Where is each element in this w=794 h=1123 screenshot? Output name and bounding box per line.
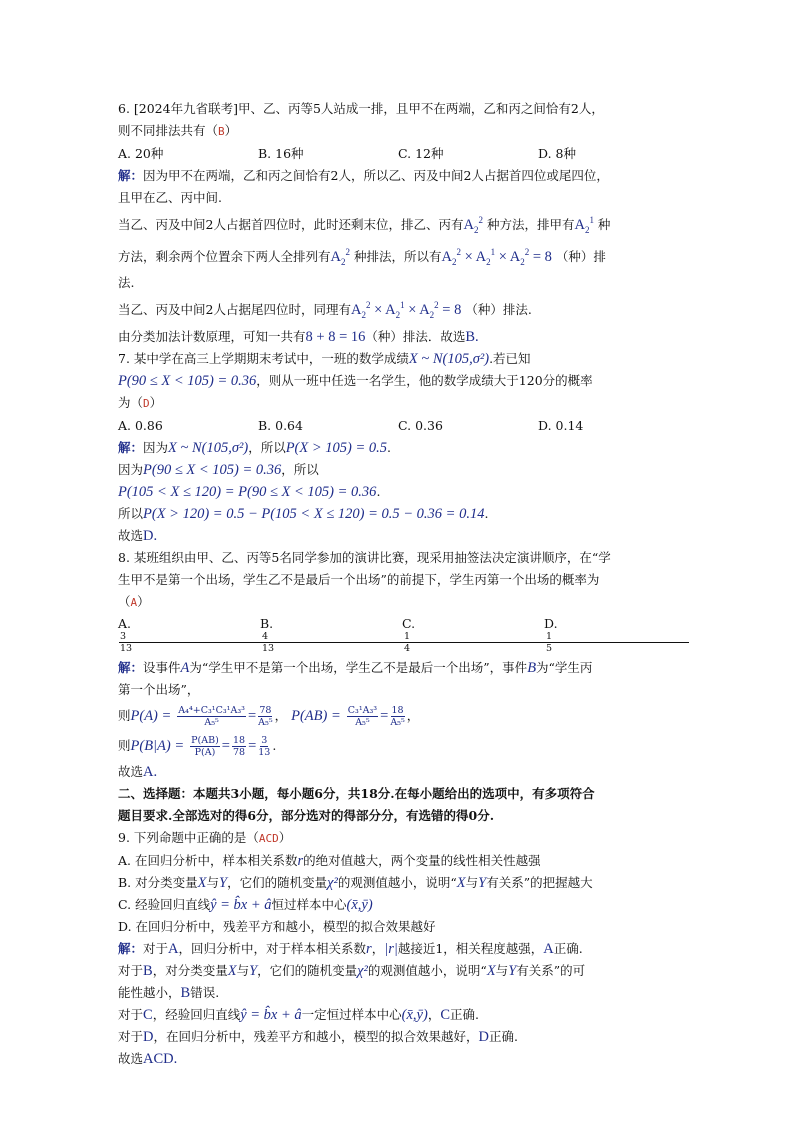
q6-stem: 6. [2024年九省联考]甲、乙、丙等5人站成一排，且甲不在两端，乙和丙之间恰有2人， <box>118 101 604 116</box>
q6-option-a: A. 20种 <box>118 146 164 161</box>
q6-stem-line2: 则不同排法共有（B） <box>118 123 238 138</box>
q8-option-b: B. $\frac{4}{13}$ <box>260 617 402 654</box>
q7-answer: D <box>143 397 150 411</box>
q8-solution-2: 第一个出场”， <box>118 682 200 698</box>
q7-stem-1: 7. 某中学在高三上学期期末考试中，一班的数学成绩X ~ N(105,σ²).若已知 <box>118 351 531 368</box>
q8-answer: A <box>130 596 138 610</box>
document-page <box>118 98 678 1070</box>
q9-solution-3: 能性越小，B错误. <box>118 985 220 1002</box>
q6-option-b: B. 16种 <box>258 146 304 161</box>
q6-solution-1: 解：因为甲不在两端，乙和丙之间恰有2人，所以乙、丙及中间2人占据首四位或尾四位， <box>118 168 609 183</box>
q7-solution-5: 故选D. <box>118 528 158 545</box>
q7-stem-2: P(90 ≤ X < 105) = 0.36，则从一班中任选一名学生，他的数学成绩大于120分的概率 <box>118 373 593 390</box>
q6-solution-2: 且甲在乙、丙中间. <box>118 190 222 205</box>
q8-option-a: A. $\frac{3}{13}$ <box>118 617 260 654</box>
q8-solution-5: 故选A. <box>118 764 158 781</box>
q6-solution-4: 方法，剩余两个位置余下两人全排列有$A_2^2$ 种排法，所以有$A_2^2 \times A_2^1 \times A_2^2 = 8$ （种）排 <box>118 246 606 267</box>
question-7 <box>118 348 678 547</box>
q7-options <box>118 415 678 437</box>
q8-solution-3: 则P(A) = $\frac{\text{A₄⁴+C₃¹C₃¹A₃³}}{\text{A₅⁵}}$ = $\frac{78}{\text{A₅⁵}}$ ， P(AB) = $\frac{\text{C₃¹A₃³}}{\text{A₅⁵}}$ = $\frac{18}{\text{A₅⁵}}$ ， <box>118 705 420 729</box>
q7-option-b: B. 0.64 <box>258 418 303 434</box>
q8-option-d: D. $\frac{1}{5}$ <box>544 617 686 654</box>
q9-option-b: B. 对分类变量X与Y，它们的随机变量χ²的观测值越小，说明“X与Y有关系”的把握越大 <box>118 875 593 892</box>
q7-solution-3: P(105 < X ≤ 120) = P(90 ≤ X < 105) = 0.36. <box>118 484 381 501</box>
q8-solution-4: 则P(B|A) = $\frac{P(AB)}{P(A)}$ = $\frac{18}{78}$ = $\frac{3}{13}$ . <box>118 735 277 759</box>
question-9 <box>118 827 678 1070</box>
q6-solution-3: 当乙、丙及中间2人占据首四位时，此时还剩末位，排乙、丙有$A_2^2$ 种方法，排甲有$A_2^1$ 种 <box>118 215 611 235</box>
q8-stem-2: 生甲不是第一个出场，学生乙不是最后一个出场”的前提下，学生丙第一个出场的概率为 <box>118 572 600 588</box>
q9-stem: 9. 下列命题中正确的是（ACD） <box>118 830 292 846</box>
q7-option-a: A. 0.86 <box>118 418 163 434</box>
q8-stem-3: （A） <box>118 594 150 610</box>
q7-solution-1: 解：因为X ~ N(105,σ²)，所以P(X > 105) = 0.5. <box>118 440 392 457</box>
q6-solution-5: 法. <box>118 275 135 291</box>
q9-solution-4: 对于C，经验回归直线ŷ = b̂x + â一定恒过样本中心(x̄,ȳ)，C正确. <box>118 1007 479 1024</box>
q9-solution-2: 对于B，对分类变量X与Y，它们的随机变量χ²的观测值越小，说明“X与Y有关系”的可 <box>118 963 586 980</box>
q6-options <box>118 143 678 165</box>
q9-solution-1: 解：对于A，回归分析中，对于样本相关系数r，|r|越接近1，相关程度越强，A正确. <box>118 941 583 958</box>
q9-option-d: D. 在回归分析中，残差平方和越小，模型的拟合效果越好 <box>118 919 436 935</box>
q7-stem-3: 为（D） <box>118 395 163 411</box>
q7-solution-4: 所以P(X > 120) = 0.5 − P(105 < X ≤ 120) = 0.5 − 0.36 = 0.14. <box>118 506 489 523</box>
q8-option-c: C. $\frac{1}{4}$ <box>402 617 544 654</box>
q7-option-c: C. 0.36 <box>398 418 443 434</box>
q9-option-c: C. 经验回归直线ŷ = b̂x + â恒过样本中心(x̄,ȳ) <box>118 897 373 914</box>
q9-answer: ACD <box>258 832 279 846</box>
q6-option-d: D. 8种 <box>538 146 576 161</box>
q8-options <box>118 614 678 657</box>
q9-option-a: A. 在回归分析中，样本相关系数r的绝对值越大，两个变量的线性相关性越强 <box>118 853 541 870</box>
q6-option-c: C. 12种 <box>398 146 444 161</box>
q6-answer: B <box>218 125 225 138</box>
q9-solution-6: 故选ACD. <box>118 1051 178 1068</box>
section-2-heading: 二、选择题：本题共3小题，每小题6分，共18分.在每小题给出的选项中，有多项符合 题目要求.全部选对的得6分，部分选对的得部分分，有选错的得0分. <box>118 786 595 824</box>
q6-solution-7: 由分类加法计数原理，可知一共有8 + 8 = 16（种）排法．故选B. <box>118 329 479 346</box>
q9-solution-5: 对于D，在回归分析中，残差平方和越小，模型的拟合效果越好，D正确. <box>118 1029 518 1046</box>
question-8 <box>118 547 678 783</box>
q8-solution-1: 解：设事件A为“学生甲不是第一个出场，学生乙不是最后一个出场”，事件B为“学生丙 <box>118 660 593 677</box>
q6-solution-6: 当乙、丙及中间2人占据尾四位时，同理有$A_2^2 \times A_2^1 \times A_2^2 = 8$ （种）排法. <box>118 300 532 321</box>
q7-solution-2: 因为P(90 ≤ X < 105) = 0.36，所以 <box>118 462 319 479</box>
q7-option-d: D. 0.14 <box>538 418 584 434</box>
q8-stem-1: 8. 某班组织由甲、乙、丙等5名同学参加的演讲比赛，现采用抽签法决定演讲顺序，在“学 <box>118 550 611 566</box>
question-6 <box>118 98 678 348</box>
